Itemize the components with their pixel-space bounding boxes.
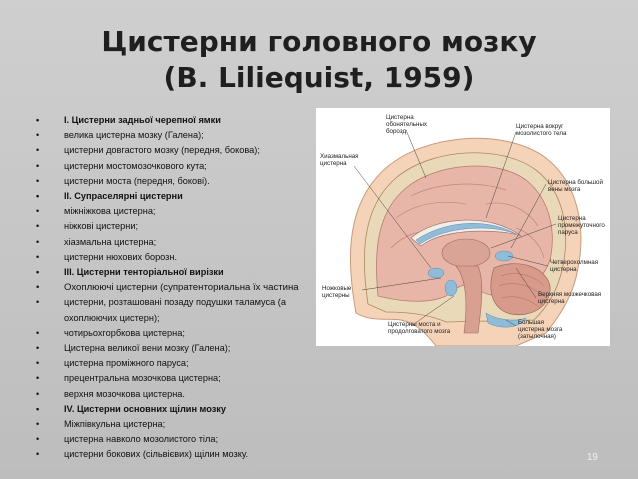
bullet-item: • цистерни мостомозочкового кута; (36, 159, 326, 174)
label-chiasm: Хиазмальная цистерна (320, 153, 359, 167)
section-header: • II. Супраселярні цистерни (36, 189, 326, 204)
label-great-vein: Цистерна большой вены мозга (548, 179, 603, 193)
title-line-1: Цистерни головного мозку (101, 25, 537, 58)
title-line-2: (B. Liliequist, 1959) (163, 61, 475, 94)
bullet-list (36, 113, 326, 463)
bullet-item: • Цистерна великої вени мозку (Галена); (36, 341, 326, 356)
bullet-item: • чотирьохгорбкова цистерна; (36, 326, 326, 341)
bullet-item: • ніжкові цистерни; (36, 219, 326, 234)
section-header: • I. Цистерни задньої черепної ямки (36, 113, 326, 128)
section-header: • IV. Цистерни основних щілин мозку (36, 402, 326, 417)
bullet-item: • велика цистерна мозку (Галена); (36, 128, 326, 143)
bullet-item: • цистерни нюхових борозн. (36, 250, 326, 265)
bullet-item: • цистерни бокових (сільвієвих) щілин мозку. (36, 447, 326, 462)
bullet-item: • верхня мозочкова цистерна. (36, 387, 326, 402)
bullet-item: • міжніжкова цистерна; (36, 204, 326, 219)
label-corpus: Цистерна вокруг мозолистого тела (516, 123, 567, 137)
bullet-item: • прецентральна мозочкова цистерна; (36, 371, 326, 386)
label-olfactory: Цистерна обонятельных борозд (386, 114, 427, 135)
bullet-item: • цистерни, розташовані позаду подушки таламуса (а охоплюючих цистерн); (36, 295, 326, 325)
bullet-item: • цистерна проміжного паруса; (36, 356, 326, 371)
bullet-item: • Міжпівкульна цистерна; (36, 417, 326, 432)
label-magna: Большая цистерна мозга (затылочная) (518, 319, 563, 340)
bullet-item: • цистерна навколо мозолистого тіла; (36, 432, 326, 447)
page-number: 19 (586, 452, 598, 463)
section-header: • III. Цистерни тенторіальної вирізки (36, 265, 326, 280)
bullet-item: • цистерни моста (передня, бокові). (36, 174, 326, 189)
bullet-item: • хіазмальна цистерна; (36, 235, 326, 250)
label-velum: Цистерна промежуточного паруса (558, 215, 605, 236)
figure-labels (316, 108, 610, 346)
brain-cisterns-figure (316, 108, 610, 346)
label-peduncular: Ножковые цистерны (322, 285, 352, 299)
bullet-item: • цистерни довгастого мозку (передня, бокова); (36, 143, 326, 158)
slide-title (0, 24, 638, 96)
bullet-item: • Охоплюючі цистерни (супратенториальна їх частина (36, 280, 326, 295)
label-sup-cerebellar: Верхняя мозжечковая цистерна (538, 291, 602, 305)
label-pons: Цистерны моста и продолговатого мозга (388, 321, 451, 335)
label-quadrigeminal: Четверохолмная цистерна (550, 259, 599, 273)
